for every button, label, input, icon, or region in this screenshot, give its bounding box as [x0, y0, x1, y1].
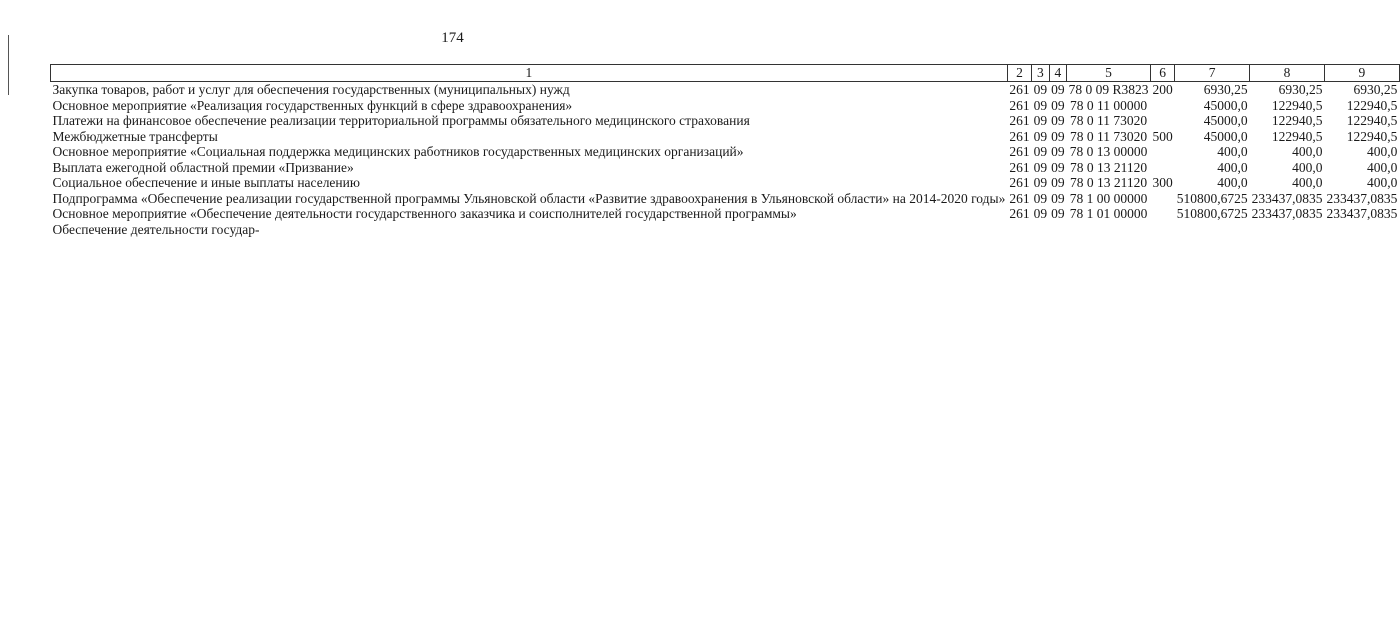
row-code-6: 300 — [1152, 175, 1173, 190]
row-amount-9: 6930,25 — [1353, 82, 1398, 97]
row-code-4: 09 — [1051, 175, 1065, 190]
header-cell-3: 3 — [1032, 65, 1050, 82]
header-row — [51, 65, 1400, 82]
header-cell-4: 4 — [1049, 65, 1067, 82]
row-code-3: 09 — [1033, 159, 1048, 175]
row-description: Основное мероприятие «Социальная поддержка медицинских работников государственных медицинских организаций» — [52, 144, 744, 159]
table-row — [51, 175, 1400, 191]
row-code-2: 261 — [1009, 144, 1030, 159]
row-code-6 — [1150, 191, 1174, 207]
row-description: Закупка товаров, работ и услуг для обеспечения государственных (муниципальных) нужд — [52, 82, 570, 97]
header-cell-9: 9 — [1324, 65, 1399, 82]
row-code-5: 78 0 11 73020 — [1069, 128, 1148, 144]
row-code-2: 261 — [1009, 159, 1030, 175]
row-code-4: 09 — [1051, 113, 1065, 128]
row-code-5: 78 0 11 00000 — [1069, 97, 1148, 113]
row-code-5: 78 0 11 73020 — [1069, 113, 1148, 128]
row-code-4: 09 — [1051, 144, 1065, 159]
header-cell-7: 7 — [1175, 65, 1250, 82]
row-amount-9: 122940,5 — [1346, 128, 1398, 144]
row-amount-9: 400,0 — [1366, 144, 1398, 159]
row-code-4: 09 — [1051, 190, 1065, 206]
row-description: Основное мероприятие «Обеспечение деятельности государственного заказчика и соисполнителей государственной программы» — [52, 206, 797, 221]
row-code-6 — [1150, 206, 1174, 222]
row-code-4: 09 — [1051, 206, 1065, 221]
row-code-6: 200 — [1152, 82, 1173, 97]
page-number: 174 — [441, 30, 464, 46]
table-row — [51, 191, 1400, 207]
table-row — [51, 82, 1400, 98]
row-amount-9: 233437,0835 — [1326, 190, 1398, 206]
row-description: Межбюджетные трансферты — [52, 128, 218, 144]
row-amount-7: 510800,6725 — [1176, 206, 1248, 221]
row-description: Подпрограмма «Обеспечение реализации государственной программы Ульяновской области «Развитие здравоохранения в Ульяновской области» на 2014-2020 годы» — [52, 190, 1006, 206]
row-amount-7: 510800,6725 — [1176, 190, 1248, 206]
row-code-4: 09 — [1051, 159, 1065, 175]
table-row — [51, 222, 1400, 238]
row-amount-7: 400,0 — [1217, 144, 1248, 159]
row-code-2: 261 — [1009, 82, 1030, 97]
row-code-2: 261 — [1009, 113, 1030, 128]
table-row — [51, 98, 1400, 114]
row-code-2 — [1007, 222, 1031, 238]
row-amount-9: 233437,0835 — [1326, 206, 1398, 221]
row-amount-7: 45000,0 — [1203, 97, 1248, 113]
row-amount-8: 233437,0835 — [1251, 206, 1323, 221]
row-code-3: 09 — [1033, 206, 1048, 221]
row-code-4: 09 — [1051, 128, 1065, 144]
header-cell-5: 5 — [1067, 65, 1151, 82]
row-amount-8: 122940,5 — [1271, 113, 1323, 128]
row-code-6 — [1150, 160, 1174, 176]
row-code-5: 78 1 01 00000 — [1069, 206, 1148, 221]
row-code-6: 500 — [1152, 128, 1173, 144]
row-amount-8: 122940,5 — [1271, 97, 1323, 113]
row-amount-9: 400,0 — [1366, 159, 1398, 175]
header-cell-8: 8 — [1250, 65, 1325, 82]
table-row — [51, 160, 1400, 176]
row-code-6 — [1150, 113, 1174, 129]
row-description: Платежи на финансовое обеспечение реализации территориальной программы обязательного медицинского страхования — [52, 113, 750, 128]
row-code-2: 261 — [1009, 128, 1030, 144]
row-amount-9 — [1324, 222, 1399, 238]
row-amount-9: 400,0 — [1366, 175, 1398, 190]
row-code-3 — [1032, 222, 1050, 238]
row-code-3: 09 — [1033, 144, 1048, 159]
row-amount-9: 122940,5 — [1346, 113, 1398, 128]
row-amount-7: 6930,25 — [1203, 82, 1248, 97]
row-code-3: 09 — [1033, 113, 1048, 128]
margin-mark — [8, 35, 9, 95]
row-amount-7: 45000,0 — [1203, 128, 1248, 144]
row-amount-8: 233437,0835 — [1251, 190, 1323, 206]
row-code-5: 78 0 09 R3823 — [1068, 82, 1149, 97]
row-amount-8: 122940,5 — [1271, 128, 1323, 144]
row-amount-8: 400,0 — [1292, 144, 1323, 159]
row-code-5: 78 0 13 21120 — [1069, 159, 1148, 175]
row-amount-7: 400,0 — [1217, 175, 1248, 190]
row-code-2: 261 — [1009, 190, 1030, 206]
row-code-4: 09 — [1051, 82, 1065, 97]
row-code-5: 78 1 00 00000 — [1069, 190, 1148, 206]
row-code-5 — [1067, 222, 1151, 238]
row-code-3: 09 — [1033, 190, 1048, 206]
row-amount-8 — [1250, 222, 1325, 238]
row-amount-8: 400,0 — [1292, 175, 1323, 190]
table-row — [51, 206, 1400, 222]
row-code-3: 09 — [1033, 128, 1048, 144]
row-code-2: 261 — [1009, 175, 1030, 190]
row-amount-8: 6930,25 — [1278, 82, 1323, 97]
row-description: Обеспечение деятельности государ- — [52, 221, 260, 237]
row-code-2: 261 — [1009, 97, 1030, 113]
row-code-6 — [1150, 98, 1174, 114]
table-row — [51, 144, 1400, 160]
row-code-3: 09 — [1033, 97, 1048, 113]
table-row — [51, 129, 1400, 145]
row-amount-8: 400,0 — [1292, 159, 1323, 175]
header-cell-2: 2 — [1007, 65, 1031, 82]
row-code-3: 09 — [1033, 175, 1048, 190]
row-description: Основное мероприятие «Реализация государственных функций в сфере здравоохранения» — [52, 97, 573, 113]
row-code-6 — [1150, 222, 1174, 238]
row-amount-9: 122940,5 — [1346, 97, 1398, 113]
row-code-4 — [1049, 222, 1067, 238]
header-cell-6: 6 — [1150, 65, 1174, 82]
row-code-6 — [1150, 144, 1174, 160]
row-code-5: 78 0 13 00000 — [1069, 144, 1148, 159]
row-description: Выплата ежегодной областной премии «Призвание» — [52, 159, 354, 175]
table-row — [51, 113, 1400, 129]
row-amount-7: 45000,0 — [1203, 113, 1248, 128]
row-code-2: 261 — [1009, 206, 1030, 221]
header-cell-1: 1 — [51, 65, 1008, 82]
row-description: Социальное обеспечение и иные выплаты населению — [52, 175, 360, 190]
row-code-4: 09 — [1051, 97, 1065, 113]
row-code-5: 78 0 13 21120 — [1069, 175, 1148, 190]
row-amount-7: 400,0 — [1217, 159, 1248, 175]
row-code-3: 09 — [1033, 82, 1048, 97]
row-amount-7 — [1175, 222, 1250, 238]
budget-table — [50, 64, 1400, 237]
